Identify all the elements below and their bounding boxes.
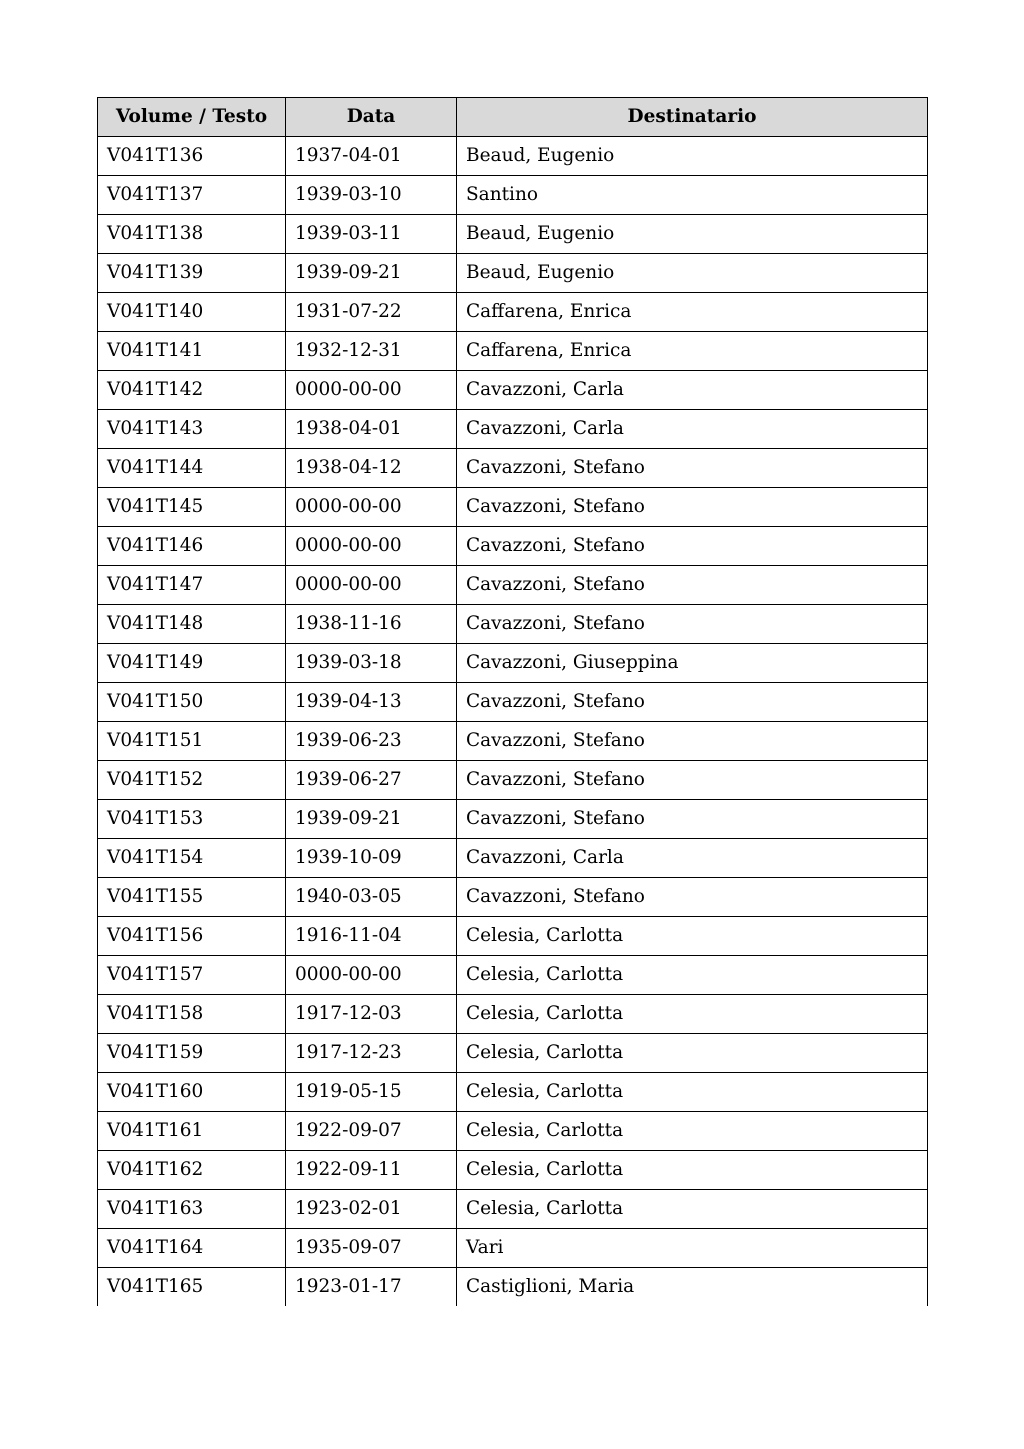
column-header-data: Data (286, 98, 457, 137)
cell-destinatario: Celesia, Carlotta (457, 1151, 928, 1190)
table-row (98, 1268, 928, 1307)
table-row (98, 488, 928, 527)
table-row (98, 332, 928, 371)
cell-data: 1922-09-07 (286, 1112, 457, 1151)
cell-volume-testo: V041T155 (98, 878, 286, 917)
table-row (98, 293, 928, 332)
cell-volume-testo: V041T143 (98, 410, 286, 449)
table-row (98, 800, 928, 839)
cell-destinatario: Celesia, Carlotta (457, 1073, 928, 1112)
table-row (98, 761, 928, 800)
cell-data: 1937-04-01 (286, 137, 457, 176)
cell-volume-testo: V041T159 (98, 1034, 286, 1073)
table-row (98, 566, 928, 605)
table-row (98, 371, 928, 410)
cell-volume-testo: V041T158 (98, 995, 286, 1034)
cell-destinatario: Cavazzoni, Stefano (457, 605, 928, 644)
cell-destinatario: Celesia, Carlotta (457, 956, 928, 995)
cell-destinatario: Castiglioni, Maria (457, 1268, 928, 1307)
cell-data: 1939-04-13 (286, 683, 457, 722)
cell-destinatario: Celesia, Carlotta (457, 1190, 928, 1229)
cell-data: 1939-03-10 (286, 176, 457, 215)
cell-volume-testo: V041T154 (98, 839, 286, 878)
table-row (98, 1151, 928, 1190)
cell-data: 1931-07-22 (286, 293, 457, 332)
cell-data: 0000-00-00 (286, 371, 457, 410)
cell-data: 1939-06-23 (286, 722, 457, 761)
cell-volume-testo: V041T150 (98, 683, 286, 722)
cell-destinatario: Celesia, Carlotta (457, 1112, 928, 1151)
cell-volume-testo: V041T152 (98, 761, 286, 800)
cell-volume-testo: V041T162 (98, 1151, 286, 1190)
cell-data: 0000-00-00 (286, 566, 457, 605)
table-row (98, 1034, 928, 1073)
cell-destinatario: Cavazzoni, Carla (457, 371, 928, 410)
table-row (98, 839, 928, 878)
cell-data: 1916-11-04 (286, 917, 457, 956)
cell-destinatario: Caffarena, Enrica (457, 332, 928, 371)
table-row (98, 254, 928, 293)
cell-data: 1940-03-05 (286, 878, 457, 917)
cell-destinatario: Cavazzoni, Stefano (457, 761, 928, 800)
table-row (98, 1229, 928, 1268)
cell-volume-testo: V041T160 (98, 1073, 286, 1112)
cell-volume-testo: V041T157 (98, 956, 286, 995)
cell-destinatario: Cavazzoni, Stefano (457, 566, 928, 605)
cell-data: 1939-06-27 (286, 761, 457, 800)
cell-data: 1919-05-15 (286, 1073, 457, 1112)
table-row (98, 137, 928, 176)
cell-data: 1939-03-18 (286, 644, 457, 683)
table-body (98, 137, 928, 1307)
cell-destinatario: Celesia, Carlotta (457, 917, 928, 956)
cell-destinatario: Vari (457, 1229, 928, 1268)
cell-volume-testo: V041T139 (98, 254, 286, 293)
cell-volume-testo: V041T144 (98, 449, 286, 488)
cell-volume-testo: V041T146 (98, 527, 286, 566)
cell-destinatario: Celesia, Carlotta (457, 1034, 928, 1073)
cell-data: 1923-01-17 (286, 1268, 457, 1307)
table-header (98, 98, 928, 137)
cell-volume-testo: V041T163 (98, 1190, 286, 1229)
cell-destinatario: Cavazzoni, Stefano (457, 878, 928, 917)
cell-destinatario: Cavazzoni, Stefano (457, 683, 928, 722)
cell-volume-testo: V041T165 (98, 1268, 286, 1307)
cell-volume-testo: V041T137 (98, 176, 286, 215)
table-row (98, 644, 928, 683)
cell-data: 0000-00-00 (286, 527, 457, 566)
table-row (98, 722, 928, 761)
column-header-volume-testo: Volume / Testo (98, 98, 286, 137)
cell-volume-testo: V041T156 (98, 917, 286, 956)
cell-data: 1923-02-01 (286, 1190, 457, 1229)
table-row (98, 917, 928, 956)
table-row (98, 527, 928, 566)
cell-destinatario: Cavazzoni, Carla (457, 839, 928, 878)
cell-data: 1939-03-11 (286, 215, 457, 254)
cell-data: 1932-12-31 (286, 332, 457, 371)
cell-volume-testo: V041T164 (98, 1229, 286, 1268)
cell-data: 1938-11-16 (286, 605, 457, 644)
cell-destinatario: Beaud, Eugenio (457, 254, 928, 293)
cell-destinatario: Celesia, Carlotta (457, 995, 928, 1034)
cell-volume-testo: V041T148 (98, 605, 286, 644)
table-row (98, 215, 928, 254)
column-header-destinatario: Destinatario (457, 98, 928, 137)
cell-data: 1917-12-03 (286, 995, 457, 1034)
cell-volume-testo: V041T161 (98, 1112, 286, 1151)
cell-destinatario: Cavazzoni, Stefano (457, 722, 928, 761)
table-row (98, 176, 928, 215)
cell-volume-testo: V041T140 (98, 293, 286, 332)
table-row (98, 449, 928, 488)
cell-destinatario: Beaud, Eugenio (457, 215, 928, 254)
cell-data: 1939-10-09 (286, 839, 457, 878)
cell-volume-testo: V041T149 (98, 644, 286, 683)
table-row (98, 1190, 928, 1229)
cell-data: 1939-09-21 (286, 800, 457, 839)
cell-data: 1939-09-21 (286, 254, 457, 293)
cell-volume-testo: V041T138 (98, 215, 286, 254)
cell-destinatario: Cavazzoni, Stefano (457, 800, 928, 839)
cell-destinatario: Caffarena, Enrica (457, 293, 928, 332)
cell-volume-testo: V041T141 (98, 332, 286, 371)
cell-data: 0000-00-00 (286, 956, 457, 995)
cell-volume-testo: V041T153 (98, 800, 286, 839)
cell-data: 1938-04-12 (286, 449, 457, 488)
table-row (98, 1073, 928, 1112)
cell-volume-testo: V041T142 (98, 371, 286, 410)
cell-data: 1935-09-07 (286, 1229, 457, 1268)
cell-destinatario: Cavazzoni, Stefano (457, 527, 928, 566)
table-row (98, 1112, 928, 1151)
table-row (98, 605, 928, 644)
cell-destinatario: Cavazzoni, Carla (457, 410, 928, 449)
cell-data: 1917-12-23 (286, 1034, 457, 1073)
cell-destinatario: Cavazzoni, Giuseppina (457, 644, 928, 683)
table-row (98, 683, 928, 722)
letters-table (97, 97, 928, 1306)
cell-data: 1938-04-01 (286, 410, 457, 449)
table-row (98, 956, 928, 995)
cell-destinatario: Santino (457, 176, 928, 215)
cell-volume-testo: V041T151 (98, 722, 286, 761)
header-row (98, 98, 928, 137)
cell-volume-testo: V041T145 (98, 488, 286, 527)
cell-data: 0000-00-00 (286, 488, 457, 527)
cell-volume-testo: V041T147 (98, 566, 286, 605)
cell-volume-testo: V041T136 (98, 137, 286, 176)
table-row (98, 878, 928, 917)
table-row (98, 995, 928, 1034)
cell-destinatario: Cavazzoni, Stefano (457, 449, 928, 488)
table-row (98, 410, 928, 449)
cell-data: 1922-09-11 (286, 1151, 457, 1190)
cell-destinatario: Cavazzoni, Stefano (457, 488, 928, 527)
cell-destinatario: Beaud, Eugenio (457, 137, 928, 176)
